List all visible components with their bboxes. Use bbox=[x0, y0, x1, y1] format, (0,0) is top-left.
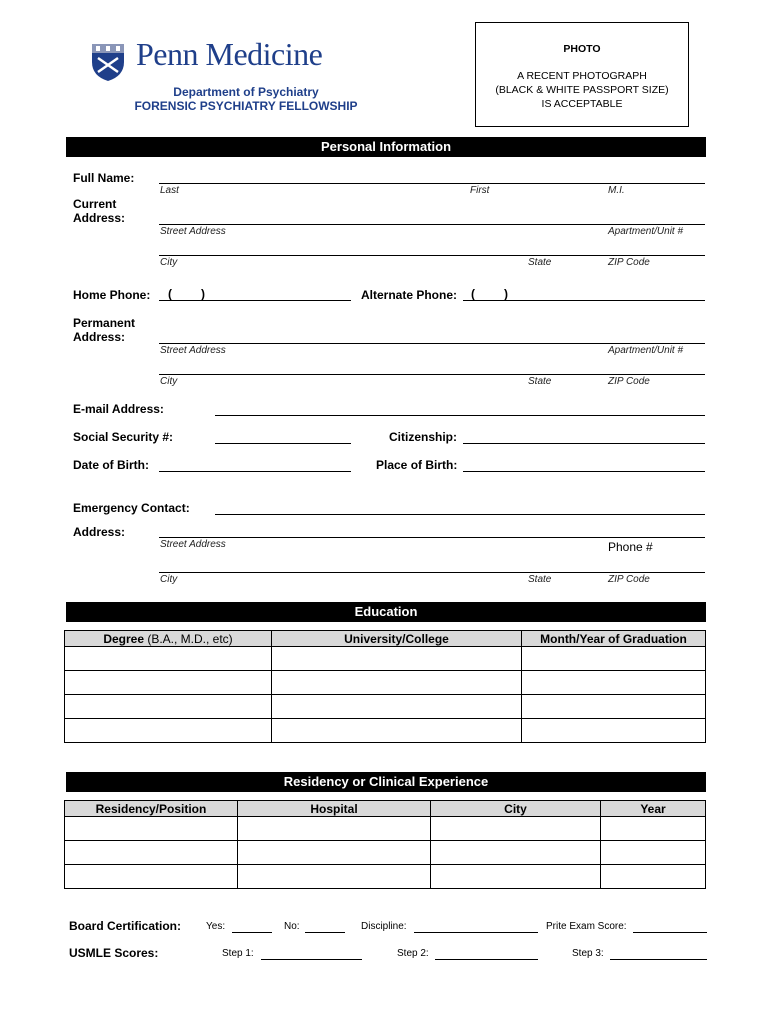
table-cell[interactable] bbox=[601, 841, 706, 865]
perm-city-caption: City bbox=[160, 376, 178, 387]
photo-line-3: IS ACCEPTABLE bbox=[541, 98, 623, 110]
degree-col-rest: (B.A., M.D., etc) bbox=[144, 631, 233, 646]
table-cell[interactable] bbox=[65, 647, 272, 671]
table-cell[interactable] bbox=[65, 671, 272, 695]
degree-col-header bbox=[65, 631, 272, 647]
emergency-phone-caption: Phone # bbox=[608, 540, 653, 554]
residency-header: Residency or Clinical Experience bbox=[66, 772, 706, 792]
first-caption: First bbox=[470, 185, 490, 196]
yes-label: Yes: bbox=[206, 921, 226, 932]
table-row bbox=[65, 647, 706, 671]
home-phone-paren-close: ) bbox=[201, 287, 205, 301]
perm-address-label-1: Permanent bbox=[73, 316, 136, 330]
emergency-street-field[interactable] bbox=[159, 537, 705, 538]
year-col-header: Year bbox=[601, 801, 706, 817]
table-row bbox=[65, 817, 706, 841]
table-cell[interactable] bbox=[431, 865, 601, 889]
table-cell[interactable] bbox=[238, 817, 431, 841]
position-col-header: Residency/Position bbox=[65, 801, 238, 817]
discipline-field[interactable] bbox=[414, 932, 538, 933]
hospital-col-header: Hospital bbox=[238, 801, 431, 817]
emergency-street-caption: Street Address bbox=[160, 539, 226, 550]
step1-label: Step 1: bbox=[222, 948, 254, 959]
brand-name: Penn Medicine bbox=[136, 36, 323, 72]
step2-field[interactable] bbox=[435, 959, 538, 960]
citizenship-label: Citizenship: bbox=[389, 430, 457, 444]
city-col-header: City bbox=[431, 801, 601, 817]
prite-field[interactable] bbox=[633, 932, 707, 933]
table-cell[interactable] bbox=[65, 817, 238, 841]
emergency-city-caption: City bbox=[160, 574, 178, 585]
education-header: Education bbox=[66, 602, 706, 622]
personal-info-header: Personal Information bbox=[66, 137, 706, 157]
discipline-label: Discipline: bbox=[361, 921, 407, 932]
table-cell[interactable] bbox=[238, 841, 431, 865]
table-cell[interactable] bbox=[272, 719, 522, 743]
dob-label: Date of Birth: bbox=[73, 458, 149, 472]
dob-field[interactable] bbox=[159, 471, 351, 472]
table-cell[interactable] bbox=[522, 695, 706, 719]
last-caption: Last bbox=[160, 185, 179, 196]
full-name-label: Full Name: bbox=[73, 171, 135, 185]
table-row bbox=[65, 841, 706, 865]
zip-caption: ZIP Code bbox=[608, 257, 650, 268]
alt-phone-label: Alternate Phone: bbox=[361, 288, 458, 302]
table-cell[interactable] bbox=[272, 695, 522, 719]
current-address-label-2: Address: bbox=[73, 211, 126, 225]
yes-field[interactable] bbox=[232, 932, 272, 933]
emergency-state-caption: State bbox=[528, 574, 552, 585]
table-cell[interactable] bbox=[272, 647, 522, 671]
residency-table bbox=[64, 800, 706, 889]
perm-street-caption: Street Address bbox=[160, 345, 226, 356]
current-city-field[interactable] bbox=[159, 255, 705, 256]
current-street-field[interactable] bbox=[159, 224, 705, 225]
table-cell[interactable] bbox=[522, 647, 706, 671]
pob-label: Place of Birth: bbox=[376, 458, 458, 472]
perm-address-label-2: Address: bbox=[73, 330, 126, 344]
table-cell[interactable] bbox=[65, 695, 272, 719]
table-cell[interactable] bbox=[65, 865, 238, 889]
home-phone-paren-open: ( bbox=[168, 287, 172, 301]
no-label: No: bbox=[284, 921, 300, 932]
prite-label: Prite Exam Score: bbox=[546, 921, 627, 932]
photo-line-1: A RECENT PHOTOGRAPH bbox=[517, 70, 647, 82]
current-address-label-1: Current bbox=[73, 197, 117, 211]
perm-state-caption: State bbox=[528, 376, 552, 387]
table-row bbox=[65, 671, 706, 695]
table-cell[interactable] bbox=[65, 719, 272, 743]
graduation-col-header: Month/Year of Graduation bbox=[522, 631, 706, 647]
university-col-header: University/College bbox=[272, 631, 522, 647]
perm-city-field[interactable] bbox=[159, 374, 705, 375]
usmle-label: USMLE Scores: bbox=[69, 946, 159, 960]
photo-box bbox=[475, 22, 689, 127]
table-cell[interactable] bbox=[601, 817, 706, 841]
city-caption: City bbox=[160, 257, 178, 268]
table-row bbox=[65, 695, 706, 719]
table-cell[interactable] bbox=[522, 719, 706, 743]
table-row bbox=[65, 719, 706, 743]
step3-label: Step 3: bbox=[572, 948, 604, 959]
penn-shield-icon bbox=[90, 42, 126, 82]
table-cell[interactable] bbox=[431, 817, 601, 841]
table-cell[interactable] bbox=[272, 671, 522, 695]
street-caption: Street Address bbox=[160, 226, 226, 237]
apt-caption: Apartment/Unit # bbox=[608, 226, 684, 237]
education-table bbox=[64, 630, 706, 743]
emergency-zip-caption: ZIP Code bbox=[608, 574, 650, 585]
table-cell[interactable] bbox=[238, 865, 431, 889]
emergency-city-field[interactable] bbox=[159, 572, 705, 573]
table-cell[interactable] bbox=[601, 865, 706, 889]
perm-street-field[interactable] bbox=[159, 343, 705, 344]
perm-zip-caption: ZIP Code bbox=[608, 376, 650, 387]
ssn-label: Social Security #: bbox=[73, 430, 174, 444]
table-cell[interactable] bbox=[522, 671, 706, 695]
step2-label: Step 2: bbox=[397, 948, 429, 959]
program-name: FORENSIC PSYCHIATRY FELLOWSHIP bbox=[134, 99, 358, 113]
perm-apt-caption: Apartment/Unit # bbox=[608, 345, 684, 356]
table-cell[interactable] bbox=[65, 841, 238, 865]
citizenship-field[interactable] bbox=[463, 443, 705, 444]
alt-phone-paren-open: ( bbox=[471, 287, 475, 301]
home-phone-field[interactable] bbox=[159, 300, 351, 301]
step3-field[interactable] bbox=[610, 959, 707, 960]
emergency-address-label: Address: bbox=[73, 525, 126, 539]
alt-phone-paren-close: ) bbox=[504, 287, 508, 301]
table-row bbox=[65, 865, 706, 889]
email-label: E-mail Address: bbox=[73, 402, 164, 416]
photo-title: PHOTO bbox=[563, 43, 601, 55]
alt-phone-field[interactable] bbox=[463, 300, 705, 301]
step1-field[interactable] bbox=[261, 959, 362, 960]
table-cell[interactable] bbox=[431, 841, 601, 865]
state-caption: State bbox=[528, 257, 552, 268]
department-name: Department of Psychiatry bbox=[173, 85, 319, 99]
emergency-label: Emergency Contact: bbox=[73, 501, 190, 515]
photo-line-2: (BLACK & WHITE PASSPORT SIZE) bbox=[495, 84, 669, 96]
full-name-field[interactable] bbox=[159, 183, 705, 184]
pob-field[interactable] bbox=[463, 471, 705, 472]
no-field[interactable] bbox=[305, 932, 345, 933]
degree-col-bold: Degree bbox=[103, 631, 144, 646]
home-phone-label: Home Phone: bbox=[73, 288, 151, 302]
emergency-field[interactable] bbox=[215, 514, 705, 515]
board-label: Board Certification: bbox=[69, 919, 182, 933]
ssn-field[interactable] bbox=[215, 443, 351, 444]
mi-caption: M.I. bbox=[608, 185, 625, 196]
email-field[interactable] bbox=[215, 415, 705, 416]
